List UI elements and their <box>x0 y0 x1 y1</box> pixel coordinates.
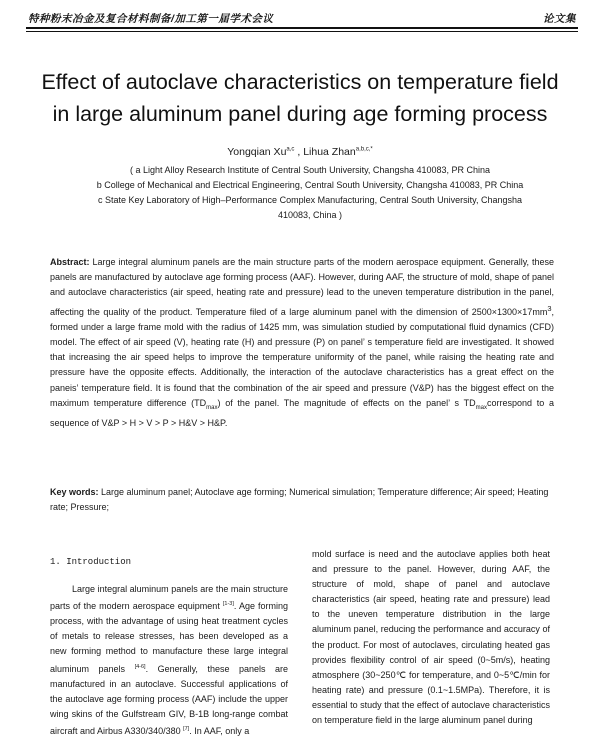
affiliation-c-line-2: 410083, China ) <box>277 210 343 220</box>
abstract-sub-1: max <box>206 404 218 411</box>
keywords-label: Key words: <box>50 487 99 497</box>
abstract-sub-2: max <box>475 404 487 411</box>
citation-7: [7] <box>183 725 190 732</box>
abstract-text-2: , formed under a large frame mold with the radius of 1425 mm, was simulation studied by computational fluid dynamics (CFD) model. The effect of air speed (V), heating rate (H) and pressure (P) on panel’ s temperature field are investigated. It showed that increasing the air speed helps to improve the temperature uniformity of the panel, while raising the heating rate and pressure have the opposite effects. Additionally, the interaction of the autoclave characteristics has a great effect on the paneis’ temperature field. It is found that the combination of the air speed and pressure (V&P) has the biggest effect on the maximum temperature difference (TD <box>50 306 554 408</box>
author-1-affil-marker: a,c <box>286 146 295 153</box>
keywords-text: Large aluminum panel; Autoclave age forming; Numerical simulation; Temperature difference; Air speed; Heating rate; Pressure; <box>50 487 549 513</box>
abstract-text-3: ) of the panel. The magnitude of effects on the panel’ s TD <box>217 397 476 408</box>
header-rule-thick <box>26 27 578 29</box>
abstract-text-1: Large integral aluminum panels are the main structure parts of the modern aerospace equipment. Generally, these panels are manufactured by autoclave age forming process (AAF). However, during AAF, the structure of mold, shape of panel and autoclave characteristics (air speed, heating rate and pressure) lead to the uneven temperature distribution in the panel, affecting the quality of the product. Temperature filed of a large aluminum panel with the dimension of 2500×1300×17mm <box>50 257 554 317</box>
citation-4-6: [4-6] <box>134 663 146 670</box>
abstract <box>50 255 554 431</box>
intro-paragraph-right: mold surface is need and the autoclave applies both heat and pressure to the panel. However, during AAF, the structure of mold, shape of panel and autoclave characteristics (air speed, heating rate and pressure) lead to the uneven temperature distribution in the large aluminum panel, reducing the performance and accuracy of the product. For most of autoclaves, circulating heated gas provides flexibility control of air speed (0~5m/s), heating atmosphere (30~250℃ for temperature, and 0~5℃/min for heating rate) and pressure (0.1~1.5MPa). Therefore, it is essential to study that the effect of autoclave characteristics on temperature field in the large aluminum panel during <box>312 549 550 726</box>
body-column-left <box>50 555 288 739</box>
affiliation-a: ( a Light Alloy Research Institute of Central South University, Changsha 410083, PR China <box>129 165 491 175</box>
section-heading-introduction: 1. Introduction <box>50 557 132 567</box>
author-separator: , <box>294 146 304 158</box>
abstract-sup: 3 <box>547 303 552 313</box>
affiliation-b: b College of Mechanical and Electrical Engineering, Central South University, Changsha 410083, PR China <box>96 180 524 190</box>
intro-text-3: . Generally, these panels are manufactured in an autoclave. Successful applications of the autoclave age forming process (AAF) include the upper wing skins of the Gulfstream GIV, B-1B long-range combat aircraft and Airbus A330/340/380 <box>50 663 288 736</box>
section-name: 论文集 <box>543 13 576 25</box>
header-rule-thin <box>26 31 578 32</box>
intro-paragraph-left <box>50 582 288 739</box>
author-list <box>0 146 600 158</box>
abstract-text-4: correspond to a sequence of V&P > H > V > P > H&V > H&P. <box>50 397 554 428</box>
intro-text-1: Large integral aluminum panels are the main structure parts of the modern aerospace equipment <box>50 584 288 612</box>
affiliations <box>60 163 560 223</box>
intro-text-4: . In AAF, only a <box>189 725 250 736</box>
affiliation-c-line-1: c State Key Laboratory of High–Performance Complex Manufacturing, Central South University, Changsha <box>97 195 523 205</box>
body-column-right <box>312 547 550 728</box>
title-line-2: in large aluminum panel during age forming process <box>52 102 548 126</box>
intro-text-2: . Age forming process, with the advantage of using heat treatment cycles of metals to release stresses, has been developed as a new forming method to manufacture these large integral aluminum panels <box>50 601 289 674</box>
running-header <box>28 8 576 28</box>
author-2-affil-marker: a,b,c,* <box>355 146 373 153</box>
abstract-label: Abstract: <box>50 257 90 267</box>
journal-name: 特种粉末冶金及复合材料制备/加工第一届学术会议 <box>28 13 274 25</box>
keywords <box>50 485 554 515</box>
paper-title <box>30 66 570 130</box>
citation-1-3: [1-3] <box>222 601 234 608</box>
author-1: Yongqian Xu <box>227 146 287 158</box>
author-2: Lihua Zhan <box>303 146 356 158</box>
title-line-1: Effect of autoclave characteristics on temperature field <box>41 70 559 94</box>
